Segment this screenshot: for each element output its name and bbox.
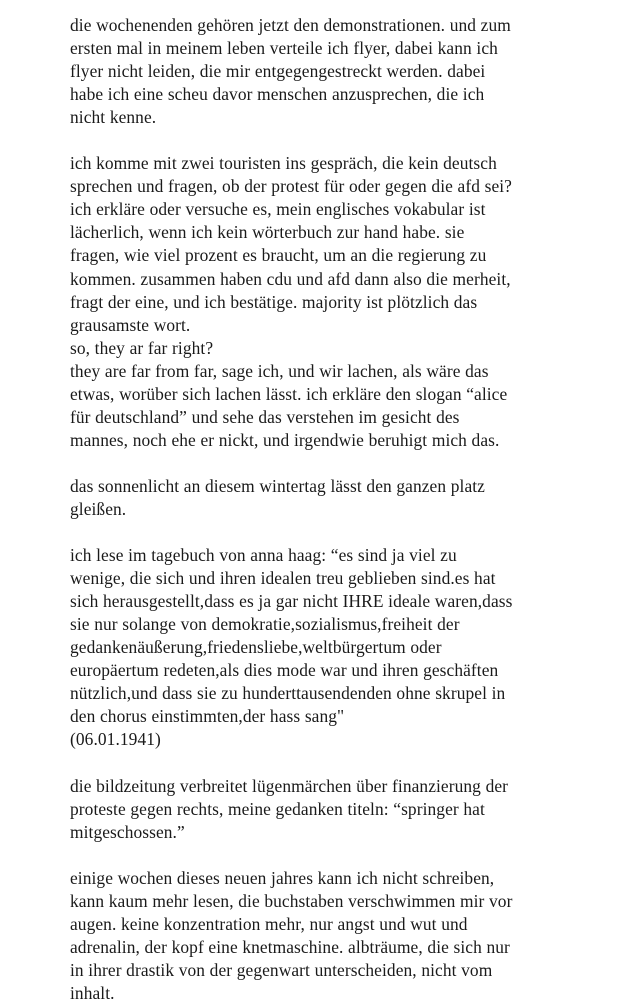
quote-date-line: (06.01.1941) <box>70 729 161 750</box>
text-line: they are far from far, sage ich, und wir lachen, als wäre das <box>70 360 489 381</box>
text-line: kommen. zusammen haben cdu und afd dann also die merheit, <box>70 268 511 289</box>
text-line: etwas, worüber sich lachen lässt. ich erkläre den slogan “alice <box>70 383 508 404</box>
text-line: fragen, wie viel prozent es braucht, um an die regierung zu <box>70 245 487 266</box>
text-line: kann kaum mehr lesen, die buchstaben verschwimmen mir vor <box>70 890 513 911</box>
text-line: fragt der eine, und ich bestätige. majority ist plötzlich das <box>70 291 478 312</box>
text-line: in ihrer drastik von der gegenwart unterscheiden, nicht vom <box>70 959 493 980</box>
paragraph-5 <box>70 775 560 844</box>
text-line: augen. keine konzentration mehr, nur angst und wut und <box>70 913 468 934</box>
text-line: wenige, die sich und ihren idealen treu geblieben sind.es hat <box>70 568 496 589</box>
paragraph-gap <box>70 844 560 867</box>
text-line: ich lese im tagebuch von anna haag: “es sind ja viel zu <box>70 545 457 566</box>
text-line: grausamste wort. <box>70 314 191 335</box>
paragraph-2 <box>70 152 560 452</box>
text-line: nützlich,und dass sie zu hunderttausendenden ohne skrupel in <box>70 683 506 704</box>
text-line: sprechen und fragen, ob der protest für oder gegen die afd sei? <box>70 176 512 197</box>
text-line: so, they ar far right? <box>70 337 214 358</box>
text-line: europäertum redeten,als dies mode war und ihren geschäften <box>70 660 499 681</box>
document-text-body <box>70 14 560 1000</box>
text-line: ich erkläre oder versuche es, mein englisches vokabular ist <box>70 199 486 220</box>
text-line: adrenalin, der kopf eine knetmaschine. albträume, die sich nur <box>70 936 510 957</box>
text-line: gedankenäußerung,friedensliebe,weltbürgertum oder <box>70 637 442 658</box>
text-line: das sonnenlicht an diesem wintertag lässt den ganzen platz <box>70 475 485 496</box>
text-line: ich komme mit zwei touristen ins gespräch, die kein deutsch <box>70 153 497 174</box>
text-line: den chorus einstimmten,der hass sang" <box>70 706 345 727</box>
paragraph-1 <box>70 14 560 129</box>
paragraph-gap <box>70 521 560 544</box>
text-line: gleißen. <box>70 498 127 519</box>
text-line: nicht kenne. <box>70 107 157 128</box>
text-line: einige wochen dieses neuen jahres kann ich nicht schreiben, <box>70 867 495 888</box>
paragraph-6 <box>70 867 560 1000</box>
text-line: die bildzeitung verbreitet lügenmärchen über finanzierung der <box>70 775 509 796</box>
text-line: für deutschland” und sehe das verstehen im gesicht des <box>70 406 460 427</box>
text-line: proteste gegen rechts, meine gedanken titeln: “springer hat <box>70 798 485 819</box>
paragraph-gap <box>70 452 560 475</box>
text-line: mitgeschossen.” <box>70 821 185 842</box>
text-line: flyer nicht leiden, die mir entgegengestreckt werden. dabei <box>70 61 486 82</box>
text-line: ersten mal in meinem leben verteile ich flyer, dabei kann ich <box>70 38 498 59</box>
paragraph-3 <box>70 475 560 521</box>
text-line: die wochenenden gehören jetzt den demonstrationen. und zum <box>70 15 511 35</box>
text-line: inhalt. <box>70 982 115 1000</box>
text-line: sich herausgestellt,dass es ja gar nicht IHRE ideale waren,dass <box>70 591 513 612</box>
text-line: lächerlich, wenn ich kein wörterbuch zur hand habe. sie <box>70 222 465 243</box>
text-line: mannes, noch ehe er nickt, und irgendwie beruhigt mich das. <box>70 429 500 450</box>
paragraph-gap <box>70 752 560 775</box>
text-line: sie nur solange von demokratie,sozialismus,freiheit der <box>70 614 460 635</box>
paragraph-4-anna-haag-quote <box>70 544 560 751</box>
text-line: habe ich eine scheu davor menschen anzusprechen, die ich <box>70 84 485 105</box>
paragraph-gap <box>70 129 560 152</box>
